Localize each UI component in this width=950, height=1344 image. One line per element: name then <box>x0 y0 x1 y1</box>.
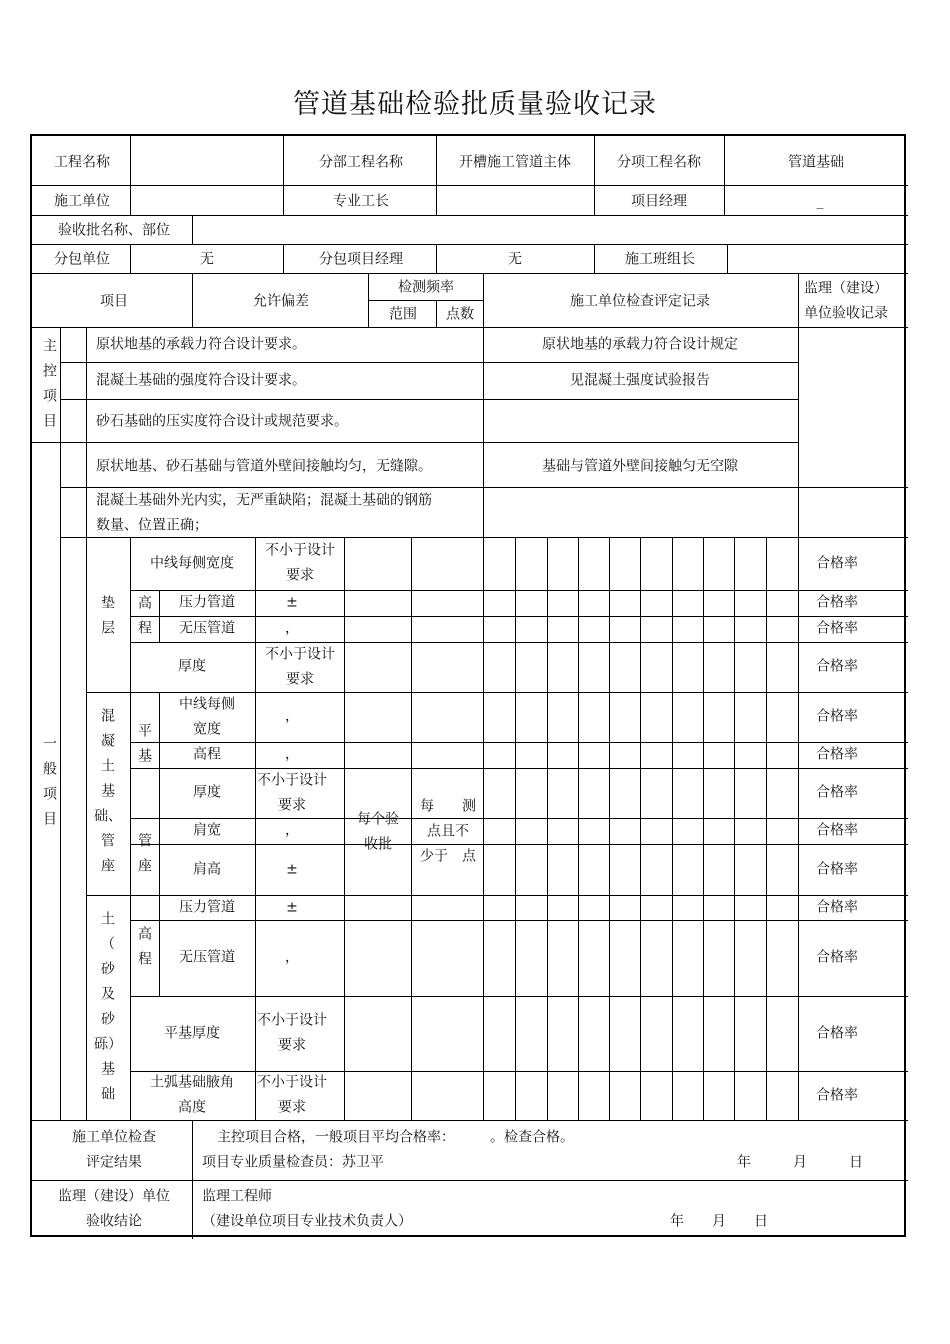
soil-row-tol-line: 要求 <box>278 1099 306 1116</box>
grid-line-h <box>60 362 798 363</box>
measure-grid-v <box>578 537 579 1120</box>
frequency-points-line: 少于 点 <box>420 848 476 865</box>
main-row-3-text: 砂石基础的压实度符合设计或规范要求。 <box>96 413 348 430</box>
soil-group-line: 础 <box>101 1086 115 1102</box>
sub-manager-label: 分包项目经理 <box>319 251 403 268</box>
inspection-record-table <box>30 134 906 1237</box>
soil-row-tol-line: 不小于设计 <box>257 1012 327 1029</box>
soil-group-line: 及 <box>101 986 115 1002</box>
cushion-row-tol-line: 不小于设计 <box>265 646 335 662</box>
main-control-label-line: 控 <box>43 363 57 380</box>
soil-row-tol-line: 不小于设计 <box>257 1074 327 1091</box>
measure-grid-v <box>483 537 484 1120</box>
cushion-group-line: 层 <box>101 620 115 636</box>
owner-rep-text: （建设单位项目专业技术负责人） <box>202 1213 412 1230</box>
grid-line-h <box>32 185 908 186</box>
cushion-elev-line: 程 <box>138 620 152 636</box>
concrete-row-name-line: 肩高 <box>193 861 221 877</box>
col-supervisor-2: 单位验收记录 <box>804 305 888 322</box>
grid-line-h <box>86 895 130 896</box>
measure-grid-v <box>798 537 799 1120</box>
sub-project-label: 分部工程名称 <box>319 154 403 171</box>
pass-rate-label: 合格率 <box>816 899 858 915</box>
batch-label: 验收批名称、部位 <box>58 222 170 239</box>
grid-line-v <box>724 136 725 215</box>
general-row-1-text: 原状地基、砂石基础与管道外壁间接触均匀，无缝隙。 <box>96 458 432 475</box>
main-control-label-line: 目 <box>43 413 57 430</box>
grid-line-h <box>32 1180 908 1181</box>
concrete-row-name-line: 中线每侧 <box>179 696 235 712</box>
pass-rate-label: 合格率 <box>816 620 858 637</box>
inspection-text: 主控项目合格，一般项目平均合格率： 。检查合格。 <box>217 1129 574 1146</box>
grid-line-h <box>60 399 798 400</box>
pass-rate-label: 合格率 <box>816 949 858 966</box>
soil-group-line: 砾） <box>94 1036 122 1052</box>
col-supervisor-1: 监理（建设） <box>804 280 888 297</box>
item-project-label: 分项工程名称 <box>617 154 701 171</box>
measure-grid-v <box>672 537 673 1120</box>
main-control-label-line: 项 <box>43 388 57 405</box>
pass-rate-label: 合格率 <box>816 784 858 801</box>
frequency-points-line: 点且不 <box>427 823 469 840</box>
concrete-row-tol-line: 不小于设计 <box>257 772 327 788</box>
measure-grid-h <box>130 692 908 693</box>
concrete-row-name-line: 肩宽 <box>193 822 221 839</box>
supervision-label-2: 验收结论 <box>86 1213 142 1230</box>
general-row-2-text-1: 混凝土基础外光内实，无严重缺陷；混凝土基础的钢筋 <box>96 492 432 509</box>
grid-line-v <box>283 136 284 215</box>
cushion-row-name: 厚度 <box>178 658 206 675</box>
sub-project-value: 开槽施工管道主体 <box>459 154 571 171</box>
soil-group-line: （ <box>101 936 115 952</box>
concrete-group-line: 座 <box>101 858 115 875</box>
cushion-row-name: 中线每侧宽度 <box>150 555 234 572</box>
concrete-row-tol-line: ， <box>285 708 299 725</box>
project-name-label: 工程名称 <box>54 154 110 171</box>
measure-grid-h <box>130 537 908 538</box>
grid-line-v <box>159 895 160 996</box>
cushion-row-tol-line: ， <box>285 620 299 637</box>
project-manager-value: _ <box>816 193 824 210</box>
foreman-label: 专业工长 <box>333 193 389 210</box>
page-title: 管道基础检验批质量验收记录 <box>293 89 657 120</box>
concrete-group-line: 基 <box>101 783 115 800</box>
measure-grid-h <box>130 818 908 819</box>
inspection-label-1: 施工单位检查 <box>72 1129 156 1146</box>
pass-rate-label: 合格率 <box>816 1087 858 1103</box>
soil-row-name-line: 压力管道 <box>179 899 235 915</box>
soil-row-tol-line: ± <box>286 899 298 915</box>
main-control-label-line: 主 <box>43 338 57 355</box>
frequency-points-line: 每 测 <box>420 798 476 815</box>
grid-line-v <box>159 590 160 642</box>
col-item: 项目 <box>100 293 128 310</box>
pass-rate-label: 合格率 <box>816 822 858 839</box>
measure-grid-v <box>609 537 610 1120</box>
measure-grid-v <box>515 537 516 1120</box>
pass-rate-label: 合格率 <box>816 861 858 877</box>
soil-row-name-line: 无压管道 <box>179 949 235 966</box>
general-label-line: 目 <box>43 811 57 827</box>
grid-line-v <box>130 136 131 215</box>
main-row-2-text: 混凝土基础的强度符合设计要求。 <box>96 372 306 389</box>
team-leader-label: 施工班组长 <box>625 251 695 268</box>
grid-line-v <box>283 244 284 273</box>
general-row-2-text-2: 数量、位置正确； <box>96 517 208 534</box>
grid-line-v <box>192 215 193 244</box>
cushion-elev-line: 高 <box>138 595 152 611</box>
col-points: 点数 <box>446 306 474 323</box>
concrete-row-name-line: 厚度 <box>193 784 221 801</box>
grid-line-v <box>483 327 484 537</box>
inspector-text: 项目专业质量检查员：苏卫平 <box>202 1154 384 1171</box>
grid-line-v <box>727 244 728 273</box>
grid-line-h <box>32 244 908 245</box>
pass-rate-label: 合格率 <box>816 555 858 571</box>
grid-line-v <box>130 537 131 1120</box>
measure-grid-h <box>130 768 908 769</box>
main-row-2-record: 见混凝土强度试验报告 <box>570 372 710 389</box>
grid-line-v <box>86 327 87 537</box>
inspection-date: 年 月 日 <box>737 1154 863 1171</box>
concrete-group-line: 凝 <box>101 733 115 750</box>
cushion-group-line: 垫 <box>101 595 115 611</box>
concrete-group-line: 础、 <box>94 808 122 825</box>
frequency-range-line: 每个验 <box>357 811 399 827</box>
supervision-label-1: 监理（建设）单位 <box>58 1188 170 1205</box>
general-label-line: 项 <box>43 786 57 802</box>
cushion-row-name: 无压管道 <box>179 620 235 637</box>
grid-line-v <box>60 327 61 1120</box>
grid-line-v <box>436 300 437 327</box>
soil-row-name-line: 土弧基础腋角 <box>150 1074 234 1091</box>
concrete-group-line: 管 <box>101 833 115 850</box>
grid-line-v <box>436 136 437 215</box>
col-frequency: 检测频率 <box>398 279 454 296</box>
pass-rate-label: 合格率 <box>816 708 858 725</box>
concrete-seat-line: 管 <box>138 833 152 850</box>
concrete-row-tol-line: 要求 <box>278 797 306 813</box>
cushion-row-tol-line: ± <box>286 594 298 611</box>
grid-line-v <box>594 244 595 273</box>
measure-grid-h <box>130 642 908 643</box>
measure-grid-v <box>703 537 704 1120</box>
construction-unit-label: 施工单位 <box>54 193 110 210</box>
main-row-1-record: 原状地基的承载力符合设计规定 <box>542 336 738 353</box>
measure-grid-h <box>130 844 908 845</box>
soil-group-line: 砂 <box>101 1011 115 1027</box>
cushion-row-tol-line: 不小于设计 <box>265 542 335 559</box>
measure-grid-v <box>640 537 641 1120</box>
grid-line-h <box>32 273 908 274</box>
soil-row-tol-line: 要求 <box>278 1037 306 1054</box>
grid-line-v <box>86 537 87 1120</box>
soil-group-line: 基 <box>101 1061 115 1077</box>
soil-group-line: 土 <box>101 911 115 927</box>
grid-line-v <box>255 537 256 1120</box>
concrete-row-tol-line: ± <box>286 861 298 877</box>
concrete-flat-line: 基 <box>138 748 152 765</box>
subcontractor-value: 无 <box>200 251 214 268</box>
pass-rate-label: 合格率 <box>816 594 858 611</box>
pass-rate-label: 合格率 <box>816 1025 858 1041</box>
general-label-line: 一 <box>43 736 57 752</box>
grid-line-h <box>32 442 798 443</box>
concrete-group-line: 土 <box>101 758 115 775</box>
concrete-row-name-line: 高程 <box>193 746 221 763</box>
grid-line-v <box>344 537 345 1120</box>
measure-grid-v <box>734 537 735 1120</box>
frequency-range-line: 收批 <box>364 836 392 852</box>
cushion-row-tol-line: 要求 <box>286 671 314 687</box>
grid-line-v <box>594 136 595 215</box>
soil-group-line: 砂 <box>101 961 115 977</box>
measure-grid-h <box>130 920 908 921</box>
grid-line-v <box>436 244 437 273</box>
col-range: 范围 <box>389 306 417 323</box>
grid-line-h <box>32 1120 908 1121</box>
subcontractor-label: 分包单位 <box>54 251 110 268</box>
col-record: 施工单位检查评定记录 <box>570 293 710 310</box>
cushion-row-name: 压力管道 <box>179 594 235 611</box>
engineer-text: 监理工程师 <box>202 1188 272 1205</box>
soil-elev-line: 高 <box>138 926 152 942</box>
measure-grid-v <box>766 537 767 1120</box>
measure-grid-h <box>130 996 908 997</box>
grid-line-h <box>32 215 908 216</box>
grid-line-v <box>192 1120 193 1239</box>
grid-line-v <box>411 537 412 1120</box>
measure-grid-h <box>130 590 908 591</box>
inspection-label-2: 评定结果 <box>86 1154 142 1171</box>
soil-row-name-line: 平基厚度 <box>164 1025 220 1041</box>
concrete-flat-line: 平 <box>138 723 152 740</box>
pass-rate-label: 合格率 <box>816 658 858 675</box>
grid-line-v <box>192 273 193 327</box>
measure-grid-v <box>547 537 548 1120</box>
soil-elev-line: 程 <box>138 951 152 967</box>
measure-grid-h <box>130 1071 908 1072</box>
main-row-1-text: 原状地基的承载力符合设计要求。 <box>96 336 306 353</box>
concrete-row-tol-line: ， <box>285 822 299 839</box>
supervision-date: 年 月 日 <box>670 1213 768 1230</box>
item-project-value: 管道基础 <box>788 154 844 171</box>
measure-grid-h <box>130 895 908 896</box>
concrete-row-tol-line: ， <box>285 746 299 763</box>
concrete-group-line: 混 <box>101 708 115 725</box>
pass-rate-label: 合格率 <box>816 746 858 763</box>
col-tolerance: 允许偏差 <box>253 293 309 310</box>
concrete-seat-line: 座 <box>138 858 152 875</box>
measure-grid-h <box>130 742 908 743</box>
project-manager-label: 项目经理 <box>631 193 687 210</box>
cushion-row-tol-line: 要求 <box>286 567 314 584</box>
soil-row-name-line: 高度 <box>178 1099 206 1116</box>
concrete-row-name-line: 宽度 <box>193 721 221 737</box>
measure-grid-h <box>130 616 908 617</box>
grid-line-h <box>86 692 130 693</box>
grid-line-v <box>483 273 484 327</box>
general-label-line: 般 <box>43 761 57 777</box>
soil-row-tol-line: ， <box>285 949 299 966</box>
grid-line-v <box>130 244 131 273</box>
general-row-1-record: 基础与管道外壁间接触匀无空隙 <box>542 458 738 475</box>
grid-line-v <box>159 692 160 895</box>
sub-manager-value: 无 <box>508 251 522 268</box>
